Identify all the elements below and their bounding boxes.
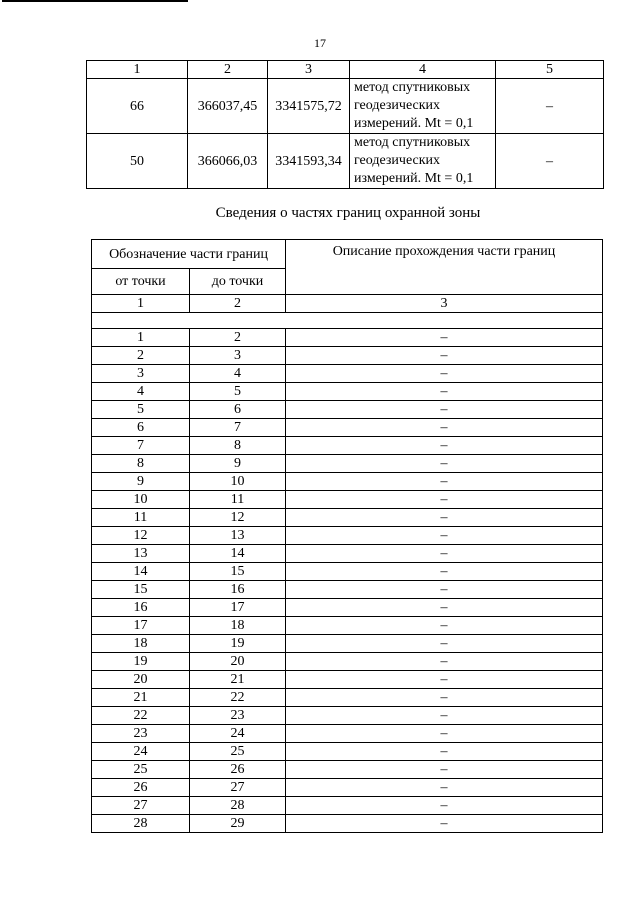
from-point-cell: 22 [92,707,190,725]
coords-header-row [87,61,604,79]
description-cell: – [286,725,603,743]
from-point-cell: 25 [92,761,190,779]
to-point-header: до точки [190,269,286,295]
from-point-cell: 7 [92,437,190,455]
table-row [92,527,603,545]
x-coordinate: 366066,03 [188,134,268,189]
to-point-cell: 28 [190,797,286,815]
to-point-cell: 2 [190,329,286,347]
description-cell: – [286,347,603,365]
description-cell: – [286,635,603,653]
from-point-cell: 2 [92,347,190,365]
y-coordinate: 3341575,72 [268,79,350,134]
table-row [92,653,603,671]
from-point-cell: 19 [92,653,190,671]
description-cell: – [286,473,603,491]
top-left-rule [2,0,188,2]
from-point-cell: 12 [92,527,190,545]
method-line: метод спутниковых [354,135,471,150]
description-cell: – [286,689,603,707]
table-row [92,671,603,689]
table-row [92,563,603,581]
description-cell: – [286,779,603,797]
table-row [92,365,603,383]
from-point-cell: 4 [92,383,190,401]
column-number: 1 [92,295,190,313]
table-row [92,707,603,725]
designation-header: Обозначение части границ [92,240,286,269]
table-row [92,545,603,563]
description-cell: – [286,527,603,545]
to-point-cell: 15 [190,563,286,581]
from-point-cell: 5 [92,401,190,419]
table-row [92,725,603,743]
boundary-parts-table [91,239,603,833]
description-cell: – [286,329,603,347]
coords-row-50 [87,134,604,189]
coords-row-66 [87,79,604,134]
from-point-cell: 21 [92,689,190,707]
table-row [92,599,603,617]
to-point-cell: 4 [190,365,286,383]
table-row [92,329,603,347]
table-row [92,437,603,455]
table-row [92,617,603,635]
table-row [92,761,603,779]
from-point-cell: 3 [92,365,190,383]
description-cell: – [286,707,603,725]
column-number: 3 [286,295,603,313]
table-row [92,581,603,599]
from-point-cell: 27 [92,797,190,815]
method-line: измерений. Mt = 0,1 [354,171,474,186]
to-point-cell: 12 [190,509,286,527]
page-number: 17 [314,36,326,50]
to-point-cell: 24 [190,725,286,743]
from-point-cell: 20 [92,671,190,689]
table-row [92,509,603,527]
from-point-cell: 1 [92,329,190,347]
x-coordinate: 366037,45 [188,79,268,134]
from-point-cell: 6 [92,419,190,437]
coordinates-table [86,60,604,189]
description-header: Описание прохождения части границ [286,240,603,295]
description-cell: – [286,761,603,779]
coords-col-5-header: 5 [496,61,604,79]
method-line: метод спутниковых [354,80,471,95]
table-row [92,815,603,833]
to-point-cell: 5 [190,383,286,401]
to-point-cell: 26 [190,761,286,779]
table-row [92,635,603,653]
description-cell: – [286,653,603,671]
accuracy-value: – [496,134,604,189]
to-point-cell: 17 [190,599,286,617]
description-cell: – [286,365,603,383]
point-number: 66 [87,79,188,134]
description-cell: – [286,599,603,617]
method-line: геодезических [354,98,441,113]
parts-column-numbers-row [92,295,603,313]
description-cell: – [286,509,603,527]
from-point-cell: 15 [92,581,190,599]
parts-empty-row [92,313,603,329]
description-cell: – [286,581,603,599]
coords-col-4-header: 4 [350,61,496,79]
to-point-cell: 9 [190,455,286,473]
to-point-cell: 23 [190,707,286,725]
to-point-cell: 18 [190,617,286,635]
from-point-cell: 17 [92,617,190,635]
to-point-cell: 3 [190,347,286,365]
table-row [92,491,603,509]
table-row [92,797,603,815]
description-cell: – [286,563,603,581]
description-cell: – [286,617,603,635]
to-point-cell: 20 [190,653,286,671]
from-point-cell: 14 [92,563,190,581]
from-point-cell: 10 [92,491,190,509]
to-point-cell: 21 [190,671,286,689]
table-row [92,743,603,761]
coords-col-3-header: 3 [268,61,350,79]
point-number: 50 [87,134,188,189]
to-point-cell: 7 [190,419,286,437]
to-point-cell: 19 [190,635,286,653]
description-cell: – [286,491,603,509]
column-number: 2 [190,295,286,313]
coords-col-2-header: 2 [188,61,268,79]
to-point-cell: 25 [190,743,286,761]
from-point-cell: 28 [92,815,190,833]
table-row [92,347,603,365]
to-point-cell: 11 [190,491,286,509]
description-cell: – [286,815,603,833]
to-point-cell: 27 [190,779,286,797]
description-cell: – [286,419,603,437]
to-point-cell: 10 [190,473,286,491]
table-row [92,473,603,491]
from-point-cell: 11 [92,509,190,527]
description-cell: – [286,743,603,761]
from-point-cell: 26 [92,779,190,797]
to-point-cell: 29 [190,815,286,833]
description-cell: – [286,383,603,401]
to-point-cell: 6 [190,401,286,419]
method-line: измерений. Mt = 0,1 [354,116,474,131]
accuracy-value: – [496,79,604,134]
empty-cell [92,313,603,329]
to-point-cell: 14 [190,545,286,563]
description-cell: – [286,437,603,455]
description-cell: – [286,401,603,419]
to-point-cell: 8 [190,437,286,455]
table-row [92,779,603,797]
to-point-cell: 13 [190,527,286,545]
description-cell: – [286,671,603,689]
parts-header-row [92,240,603,269]
table-row [92,419,603,437]
to-point-cell: 22 [190,689,286,707]
from-point-cell: 8 [92,455,190,473]
method-line: геодезических [354,153,441,168]
from-point-cell: 18 [92,635,190,653]
from-point-cell: 13 [92,545,190,563]
description-cell: – [286,797,603,815]
description-cell: – [286,545,603,563]
section-title: Сведения о частях границ охранной зоны [215,205,481,221]
table-row [92,383,603,401]
description-cell: – [286,455,603,473]
table-row [92,689,603,707]
from-point-cell: 24 [92,743,190,761]
coords-col-1-header: 1 [87,61,188,79]
from-point-cell: 16 [92,599,190,617]
from-point-header: от точки [92,269,190,295]
determination-method [350,79,496,134]
table-row [92,401,603,419]
from-point-cell: 23 [92,725,190,743]
table-row [92,455,603,473]
y-coordinate: 3341593,34 [268,134,350,189]
to-point-cell: 16 [190,581,286,599]
determination-method [350,134,496,189]
from-point-cell: 9 [92,473,190,491]
